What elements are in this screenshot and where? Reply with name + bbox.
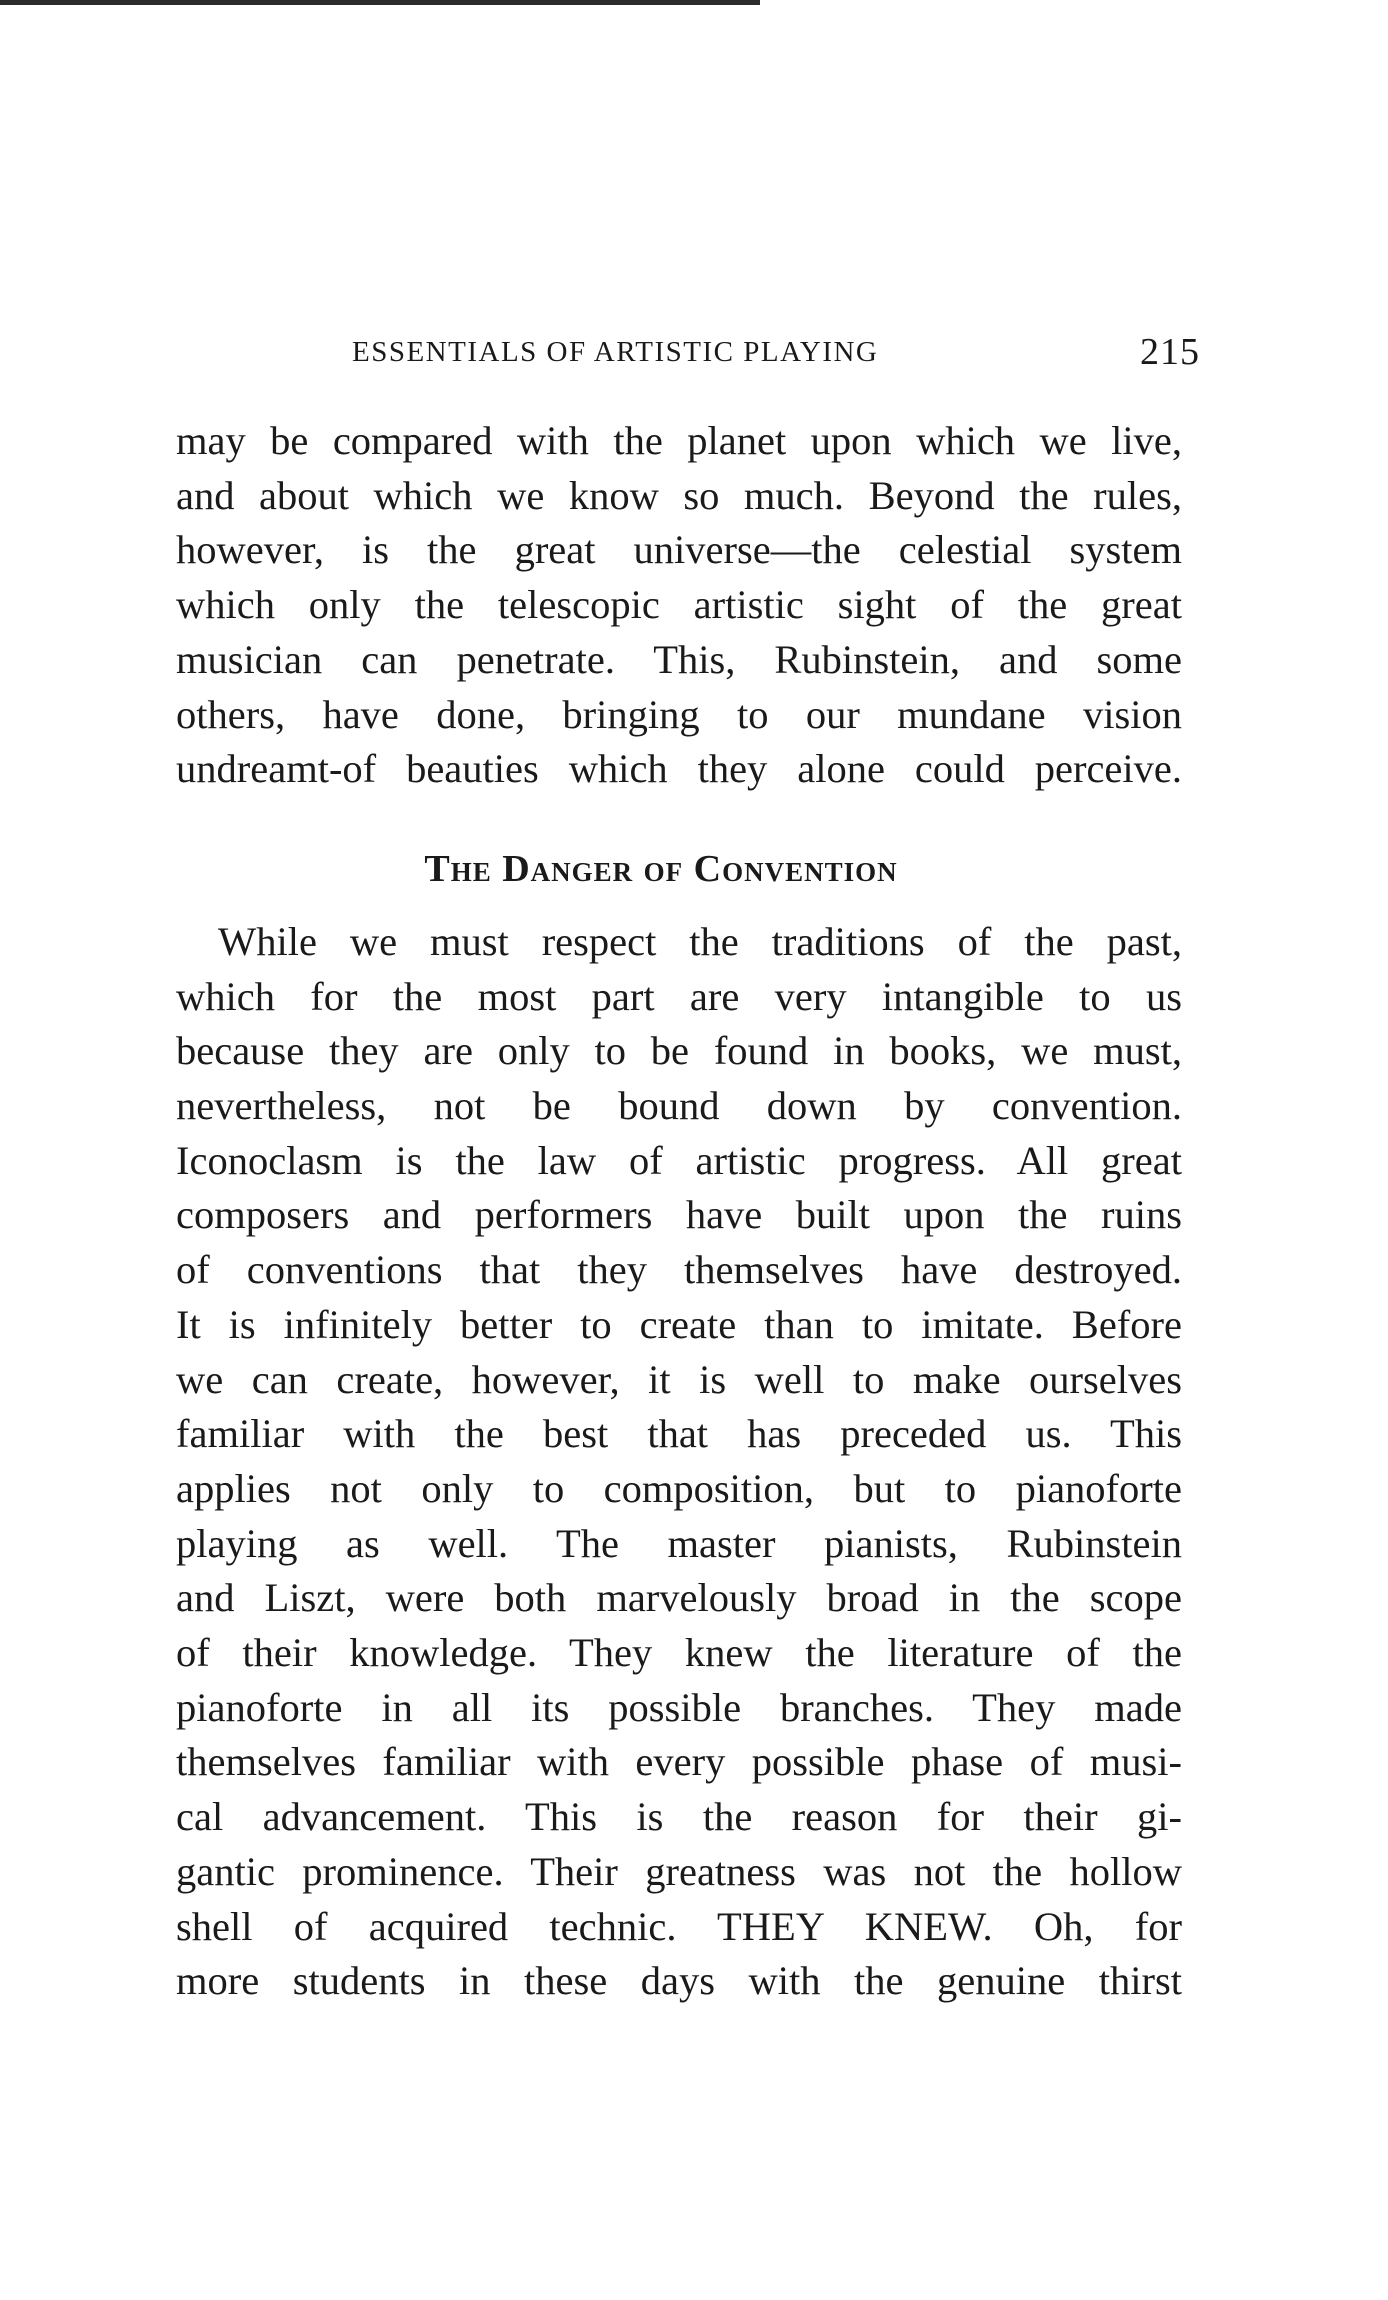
top-scan-rule [0, 0, 760, 5]
text-line: cal advancement. This is the reason for their gi- [176, 1794, 1182, 1840]
text-line: of conventions that they themselves have destroyed. [176, 1247, 1182, 1293]
opening-paragraph [176, 414, 1182, 797]
text-line: musician can penetrate. This, Rubinstein, and some [176, 636, 1182, 682]
text-line: more students in these days with the genuine thirst [176, 1958, 1182, 2004]
text-line: It is infinitely better to create than to imitate. Before [176, 1301, 1182, 1347]
text-line: because they are only to be found in books, we must, [176, 1028, 1182, 1074]
running-head: ESSENTIALS OF ARTISTIC PLAYING [352, 336, 879, 368]
text-line: themselves familiar with every possible phase of musi- [176, 1739, 1182, 1785]
text-line: of their knowledge. They knew the literature of the [176, 1630, 1182, 1676]
page-body [176, 414, 1182, 2009]
text-line: and about which we know so much. Beyond the rules, [176, 472, 1182, 518]
section-paragraph [176, 915, 1182, 2009]
text-line: shell of acquired technic. THEY KNEW. Oh, for [176, 1903, 1182, 1949]
text-line: While we must respect the traditions of the past, [218, 918, 1182, 964]
text-line: which for the most part are very intangible to us [176, 973, 1182, 1019]
text-line: Iconoclasm is the law of artistic progress. All great [176, 1137, 1182, 1183]
text-line: playing as well. The master pianists, Rubinstein [176, 1520, 1182, 1566]
text-line: we can create, however, it is well to make ourselves [176, 1356, 1182, 1402]
text-line: composers and performers have built upon the ruins [176, 1192, 1182, 1238]
text-line: undreamt-of beauties which they alone could perceive. [176, 746, 1182, 792]
text-line: familiar with the best that has preceded us. This [176, 1411, 1182, 1457]
page-header [180, 330, 1200, 380]
text-line: gantic prominence. Their greatness was not the hollow [176, 1848, 1182, 1894]
text-line: and Liszt, were both marvelously broad in the scope [176, 1575, 1182, 1621]
section-heading: The Danger of Convention [424, 847, 898, 890]
text-line: applies not only to composition, but to pianoforte [176, 1465, 1182, 1511]
text-line: others, have done, bringing to our mundane vision [176, 691, 1182, 737]
text-line: pianoforte in all its possible branches. They made [176, 1684, 1182, 1730]
text-line: which only the telescopic artistic sight of the great [176, 582, 1182, 628]
text-line: may be compared with the planet upon which we live, [176, 418, 1182, 463]
page-number: 215 [1140, 331, 1200, 373]
text-line: however, is the great universe—the celestial system [176, 527, 1182, 573]
text-line: nevertheless, not be bound down by convention. [176, 1083, 1182, 1129]
